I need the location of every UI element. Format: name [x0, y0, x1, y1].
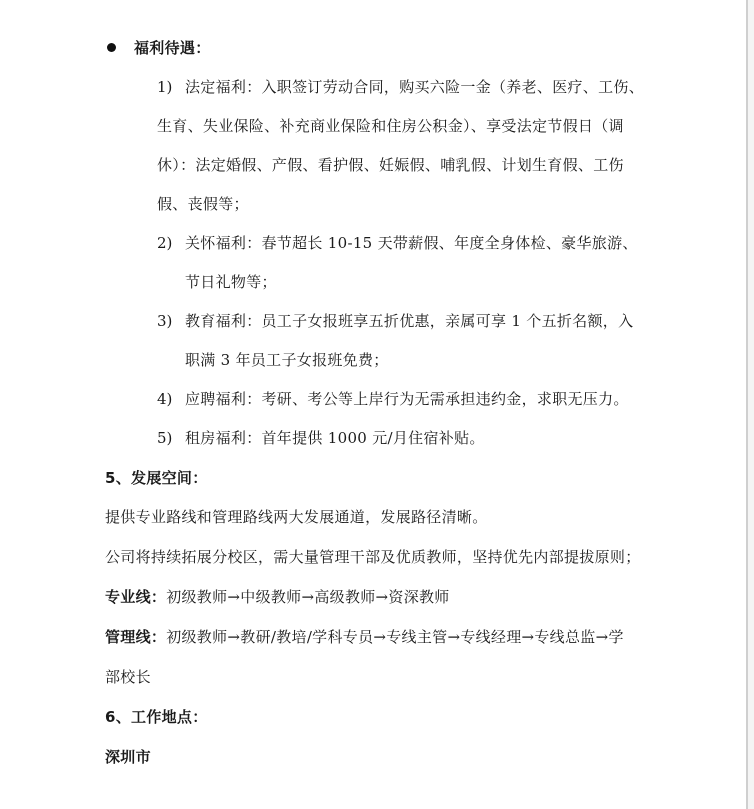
bullet-icon	[107, 43, 116, 52]
location-city: 深圳市	[105, 748, 151, 766]
professional-track	[105, 587, 450, 607]
management-track-path: 初级教师→教研/教培/学科专员→专线主管→专线经理→专线总监→学	[166, 628, 624, 646]
professional-track-label: 专业线：	[105, 588, 167, 606]
welfare-item-2-line-2: 节日礼物等；	[185, 273, 277, 291]
development-para-2: 公司将持续拓展分校区，需大量管理干部及优质教师，坚持优先内部提拔原则；	[105, 548, 641, 566]
management-track-label: 管理线：	[105, 628, 167, 646]
professional-track-path: 初级教师→中级教师→高级教师→资深教师	[166, 588, 450, 606]
welfare-item-2-number: 2)	[157, 234, 173, 252]
welfare-item-1-line-4: 假、丧假等；	[157, 195, 249, 213]
welfare-item-3-number: 3)	[157, 312, 173, 330]
welfare-item-3-line-2: 职满 3 年员工子女报班免费；	[185, 351, 389, 369]
welfare-item-1-line-2: 生育、失业保险、补充商业保险和住房公积金）、享受法定节假日（调	[157, 117, 624, 135]
management-track-continuation: 部校长	[105, 668, 151, 686]
management-track	[105, 627, 624, 647]
page-gutter	[748, 0, 754, 809]
welfare-item-5-number: 5)	[157, 429, 173, 447]
welfare-item-4-number: 4)	[157, 390, 173, 408]
development-para-1: 提供专业路线和管理路线两大发展通道，发展路径清晰。	[105, 508, 488, 526]
welfare-heading: 福利待遇：	[134, 39, 211, 57]
welfare-item-5-line-1: 租房福利：首年提供 1000 元/月住宿补贴。	[185, 429, 485, 447]
welfare-item-4-line-1: 应聘福利：考研、考公等上岸行为无需承担违约金，求职无压力。	[185, 390, 629, 408]
welfare-item-1-number: 1)	[157, 78, 173, 96]
welfare-item-2-line-1: 关怀福利：春节超长 10-15 天带薪假、年度全身体检、豪华旅游、	[185, 234, 638, 252]
location-heading: 6、工作地点：	[105, 708, 208, 726]
welfare-item-1-line-3: 休）：法定婚假、产假、看护假、妊娠假、哺乳假、计划生育假、工伤	[157, 156, 624, 174]
development-heading: 5、发展空间：	[105, 469, 208, 487]
welfare-item-3-line-1: 教育福利：员工子女报班享五折优惠，亲属可享 1 个五折名额，入	[185, 312, 634, 330]
welfare-item-1-line-1: 法定福利：入职签订劳动合同，购买六险一金（养老、医疗、工伤、	[185, 78, 645, 96]
